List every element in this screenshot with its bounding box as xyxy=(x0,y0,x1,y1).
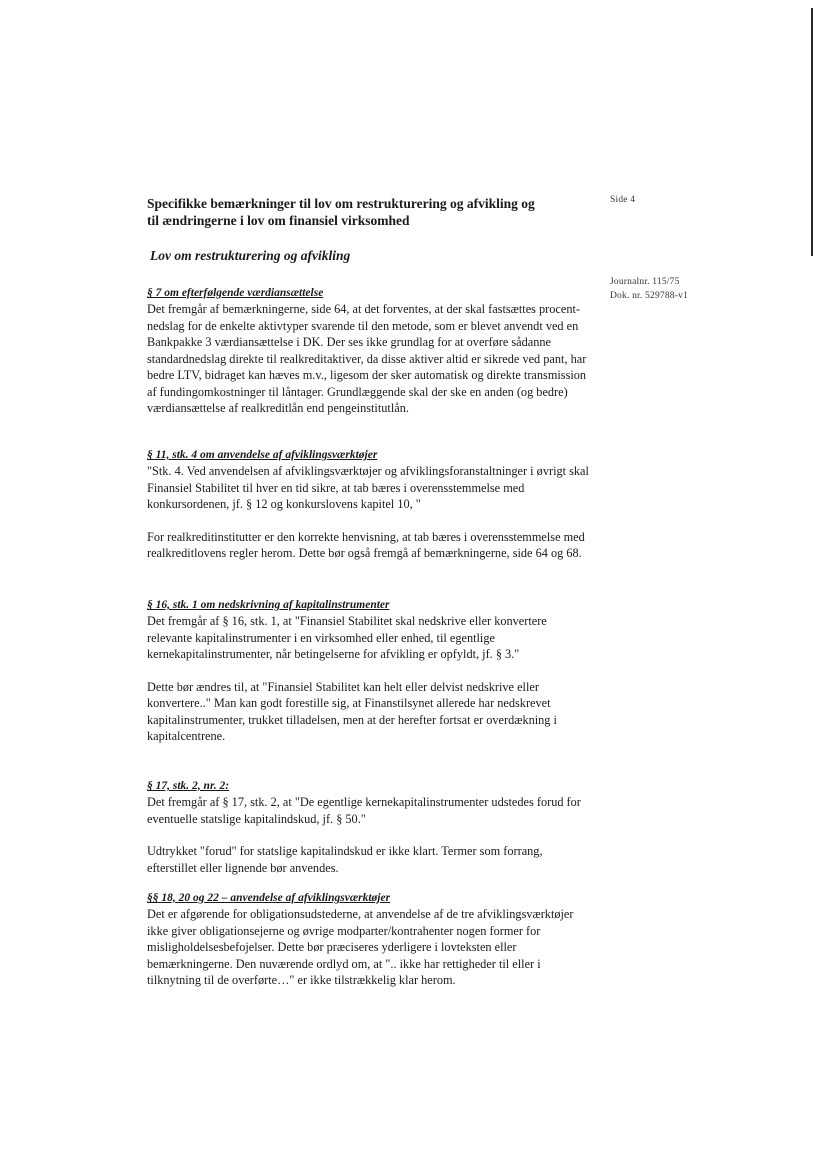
section-paragraph: Det fremgår af § 17, stk. 2, at "De egentlige kernekapitalinstrumenter udstedes forud for eventuelle statslige kapitalindskud, jf. § 50." xyxy=(147,795,581,826)
section-heading: §§ 18, 20 og 22 – anvendelse af afviklingsværktøjer xyxy=(147,892,391,904)
section-17 xyxy=(147,778,592,876)
section-paragraph: Dette bør ændres til, at "Finansiel Stabilitet kan helt eller delvist nedskrive eller konvertere.." Man kan godt forestille sig, at Finanstilsynet allerede har nedskrevet kapitalinstrumenter, trukket tilladelsen, men at der herefter fortsat er overdækning i kapitalcentrene. xyxy=(147,679,557,743)
section-heading: § 11, stk. 4 om anvendelse af afviklingsværktøjer xyxy=(147,449,378,461)
section-paragraph: Det er afgørende for obligationsudstederne, at anvendelse af de tre afviklingsværktøjer ikke giver obligationsejerne og øvrige modparter/kontrahenter nogen former for misligholdelsesbefojelser. Dette bør præciseres yderligere i lovteksten eller bemærkningerne. Den nuværende ordlyd om, at ".. ikke har rettigheder til eller i tilknytning til de overførte…" er ikke tilstrækkelig klar herom. xyxy=(147,907,574,987)
section-heading: § 16, stk. 1 om nedskrivning af kapitalinstrumenter xyxy=(147,599,390,611)
section-paragraph: "Stk. 4. Ved anvendelsen af afviklingsværktøjer og afviklingsforanstaltninger i øvrigt skal Finansiel Stabilitet til hver en tid sikre, at tab bæres i overensstemmelse med konkursordenen, jf. § 12 og konkurslovens kapitel 10, " xyxy=(147,464,589,511)
section-paragraph: Det fremgår af bemærkningerne, side 64, at det forventes, at der skal fastsættes procent-nedslag for de enkelte aktivtyper svarende til den metode, som er blevet anvendt ved en Bankpakke 3 værdiansættelse i DK. Der ses ikke grundlag for at overføre sådanne standardnedslag direkte til realkreditaktiver, da disse aktiver altid er sikrede ved pant, har bedre LTV, bidraget kan hæves m.v., ligesom der sker automatisk og direkte transmission af fundingomkostninger til låntager. Grundlæggende skal der ske en anden (og bedre) værdiansættelse af realkreditlån end pengeinstitutlån. xyxy=(147,302,587,415)
page-number: Side 4 xyxy=(610,195,636,205)
section-18-20-22 xyxy=(147,890,592,989)
section-heading: § 17, stk. 2, nr. 2: xyxy=(147,780,230,792)
document-title xyxy=(147,195,592,229)
section-11 xyxy=(147,447,592,562)
section-16 xyxy=(147,597,592,745)
section-paragraph: Det fremgår af § 16, stk. 1, at "Finansiel Stabilitet skal nedskrive eller konvertere relevante kapitalinstrumenter i en virksomhed eller enhed, til egentlige kernekapitalinstrumenter, når betingelserne for afvikling er opfyldt, jf. § 3." xyxy=(147,614,547,661)
document-body xyxy=(147,195,592,987)
journal-number: Journalnr. 115/75 xyxy=(610,277,680,287)
reference-block xyxy=(610,275,688,303)
section-7 xyxy=(147,285,592,417)
document-number: Dok. nr. 529788-v1 xyxy=(610,291,689,301)
document-title-line-2: til ændringerne i lov om finansiel virksomhed xyxy=(147,213,410,228)
document-title-line-1: Specifikke bemærkninger til lov om restrukturering og afvikling og xyxy=(147,196,535,211)
section-paragraph: For realkreditinstitutter er den korrekte henvisning, at tab bæres i overensstemmelse med realkreditlovens regler herom. Dette bør også fremgå af bemærkningerne, side 64 og 68. xyxy=(147,529,585,560)
section-heading: § 7 om efterfølgende værdiansættelse xyxy=(147,287,324,299)
page-edge-line xyxy=(811,8,813,256)
section-title: Lov om restrukturering og afvikling xyxy=(150,248,351,263)
section-paragraph: Udtrykket "forud" for statslige kapitalindskud er ikke klart. Termer som forrang, efterstillet eller lignende bør anvendes. xyxy=(147,844,543,875)
